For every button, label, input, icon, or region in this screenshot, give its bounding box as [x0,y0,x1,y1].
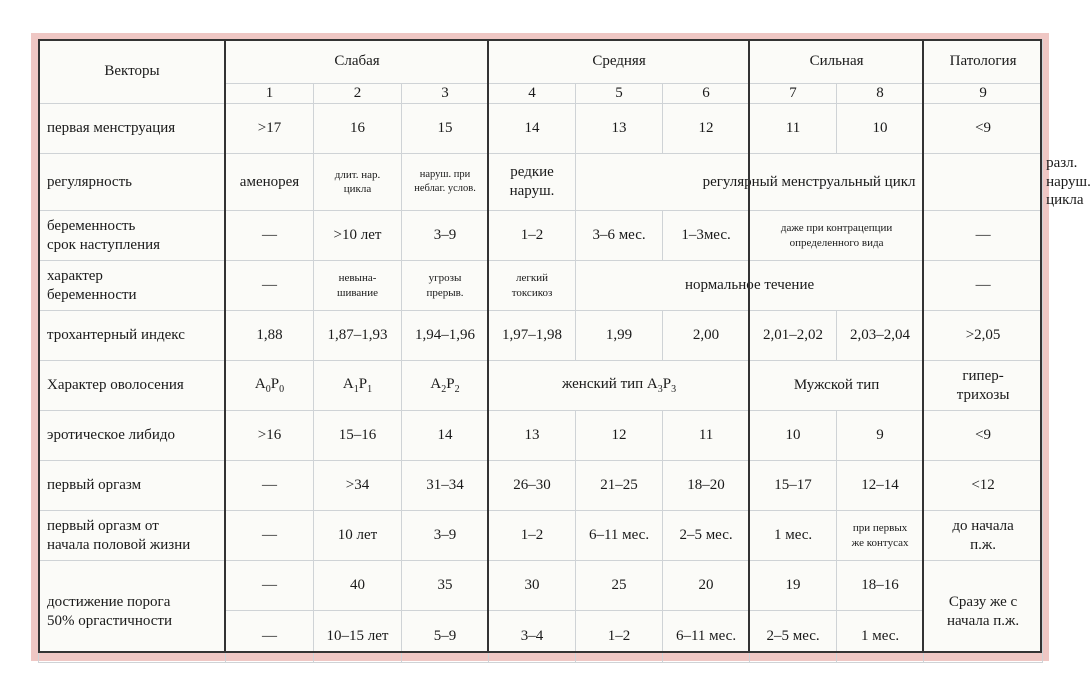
table-cell: $A_1P_1$ [314,361,402,411]
table-cell: 1 мес. [750,511,837,561]
table-cell: — [924,261,1043,311]
table-cell: легкий токсикоз [489,261,576,311]
col-number: 6 [663,84,750,104]
table-cell: редкие наруш. [489,153,576,210]
table-cell: <9 [924,411,1043,461]
table-cell: угрозы прерыв. [402,261,489,311]
row-label: беременность срок наступления [39,211,226,261]
header-pathology: Патология [924,40,1043,84]
table-cell: 3–4 [489,611,576,663]
table-cell: 15–17 [750,461,837,511]
table-row [39,261,1043,311]
table-cell: 3–6 мес. [576,211,663,261]
table-cell: 18–20 [663,461,750,511]
table-cell: >16 [226,411,314,461]
table-cell: 12 [663,103,750,153]
table-cell: 1–3мес. [663,211,750,261]
table-cell: 35 [402,561,489,611]
table-cell: >10 лет [314,211,402,261]
table-cell: >34 [314,461,402,511]
col-number: 8 [837,84,924,104]
table-cell: 19 [750,561,837,611]
table-cell: 1,88 [226,311,314,361]
table-cell: 1,94–1,96 [402,311,489,361]
row-label: первая менструация [39,103,226,153]
merged-cell: даже при контрацепции определенного вида [750,211,924,261]
table-cell: — [226,211,314,261]
table-cell: 13 [576,103,663,153]
header-strong: Сильная [750,40,924,84]
vectors-table [38,39,1091,663]
table-cell: 6–11 мес. [663,611,750,663]
table-cell: 2,03–2,04 [837,311,924,361]
table-cell: 10 лет [314,511,402,561]
table-cell: 2,00 [663,311,750,361]
table-cell: 1–2 [489,511,576,561]
table-cell: — [226,561,314,611]
table-row [39,361,1043,411]
table-cell: $A_2P_2$ [402,361,489,411]
table-cell: — [226,511,314,561]
table-cell: 12–14 [837,461,924,511]
table-cell: 1,99 [576,311,663,361]
table-cell: 1,87–1,93 [314,311,402,361]
table-cell: — [924,211,1043,261]
table-row: регулярность аменорея длит. нар. цикла наруш. при неблаг. услов. редкие наруш. регулярный менструальный цикл разл. наруш. цикла [39,153,1043,210]
table-cell: — [226,461,314,511]
table-cell: 20 [663,561,750,611]
table-cell: длит. нар. цикла [314,153,402,210]
table-cell: — [226,261,314,311]
table-cell: >2,05 [924,311,1043,361]
table-cell: <12 [924,461,1043,511]
table-cell: — [226,611,314,663]
table-cell: >17 [226,103,314,153]
table-cell: 16 [314,103,402,153]
merged-cell: регулярный менструальный цикл [576,153,1043,210]
table-cell: 10–15 лет [314,611,402,663]
table-cell: 25 [576,561,663,611]
header-medium: Средняя [489,40,750,84]
col-number: 7 [750,84,837,104]
row-label: первый оргазм [39,461,226,511]
table-cell: 3–9 [402,211,489,261]
row-label: регулярность [39,153,226,210]
table-cell: 15 [402,103,489,153]
table-cell: 3–9 [402,511,489,561]
table-row [39,461,1043,511]
table-cell: $A_0P_0$ [226,361,314,411]
table-panel [38,39,1091,653]
table-cell: 2,01–2,02 [750,311,837,361]
table-cell: 18–16 [837,561,924,611]
table-cell: <9 [924,103,1043,153]
table-cell: 12 [576,411,663,461]
table-row [39,103,1043,153]
table-cell: Сразу же с начала п.ж. [924,561,1043,663]
table-cell: до начала п.ж. [924,511,1043,561]
table-cell: 30 [489,561,576,611]
table-cell: невына- шивание [314,261,402,311]
col-number: 4 [489,84,576,104]
header-weak: Слабая [226,40,489,84]
row-label: трохантерный индекс [39,311,226,361]
table-cell: 31–34 [402,461,489,511]
table-row [39,561,1043,611]
row-label: эротическое либидо [39,411,226,461]
row-label: Характер оволосения [39,361,226,411]
table-cell: 2–5 мес. [663,511,750,561]
row-label: достижение порога 50% оргастичности [39,561,226,663]
col-number: 2 [314,84,402,104]
table-row [39,411,1043,461]
table-cell: 2–5 мес. [750,611,837,663]
table-cell: 5–9 [402,611,489,663]
table-cell: 26–30 [489,461,576,511]
merged-cell: нормальное течение [576,261,924,311]
table-cell: при первых же контусах [837,511,924,561]
table-cell: 6–11 мес. [576,511,663,561]
merged-cell: Мужской тип [750,361,924,411]
table-cell: 15–16 [314,411,402,461]
table-cell: 11 [663,411,750,461]
table-row [39,311,1043,361]
table-row [39,211,1043,261]
table-cell: 1–2 [576,611,663,663]
table-cell: 13 [489,411,576,461]
merged-cell: женский тип $A_3P_3$ [489,361,750,411]
table-cell: 40 [314,561,402,611]
table-cell: наруш. при неблаг. услов. [402,153,489,210]
table-cell: 1,97–1,98 [489,311,576,361]
row-label: первый оргазм от начала половой жизни [39,511,226,561]
table-cell: аменорея [226,153,314,210]
table-cell: 11 [750,103,837,153]
table-cell: 21–25 [576,461,663,511]
col-number: 3 [402,84,489,104]
table-cell: гипер- трихозы [924,361,1043,411]
table-cell: 9 [837,411,924,461]
table-cell: 10 [837,103,924,153]
row-label: характер беременности [39,261,226,311]
col-number: 9 [924,84,1043,104]
table-cell: 10 [750,411,837,461]
col-number: 5 [576,84,663,104]
header-vectors: Векторы [39,40,226,104]
table-cell: 1 мес. [837,611,924,663]
table-row [39,511,1043,561]
table-cell: 14 [489,103,576,153]
table-cell: 1–2 [489,211,576,261]
table-cell: 14 [402,411,489,461]
col-number: 1 [226,84,314,104]
